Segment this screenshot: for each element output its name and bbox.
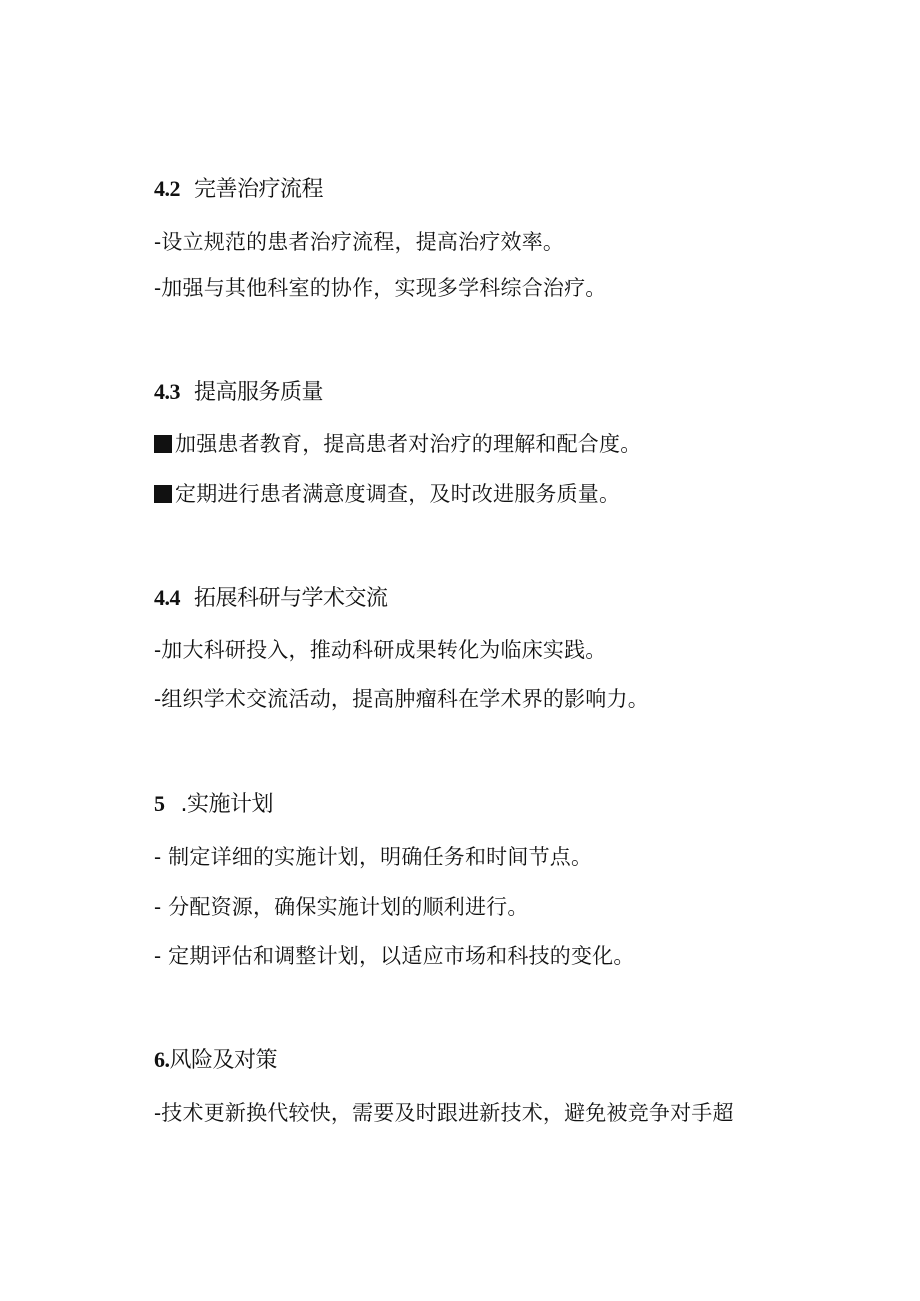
paragraph-line: -加强与其他科室的协作，实现多学科综合治疗。 [154, 276, 607, 300]
section-number: 4.2 [154, 176, 180, 201]
section-number: 4.3 [154, 379, 180, 404]
section-title: 拓展科研与学术交流 [194, 586, 388, 611]
paragraph-line: - 定期评估和调整计划，以适应市场和科技的变化。 [154, 944, 635, 968]
bullet-text: 定期进行患者满意度调查，及时改进服务质量。 [175, 482, 621, 506]
section-heading-4-3 [154, 378, 323, 407]
paragraph-line: - 制定详细的实施计划，明确任务和时间节点。 [154, 845, 593, 869]
square-bullet-icon [154, 435, 172, 453]
section-number: 6. [154, 1047, 170, 1072]
section-title: .实施计划 [180, 792, 273, 817]
paragraph-line: -技术更新换代较快，需要及时跟进新技术，避免被竞争对手超 [154, 1101, 734, 1125]
paragraph-line: -组织学术交流活动，提高肿瘤科在学术界的影响力。 [154, 687, 649, 711]
paragraph-line: - 分配资源，确保实施计划的顺利进行。 [154, 895, 529, 919]
paragraph-line: -加大科研投入，推动科研成果转化为临床实践。 [154, 638, 607, 662]
section-number: 5 [154, 791, 165, 816]
section-heading-6 [154, 1046, 277, 1075]
section-title: 风险及对策 [169, 1048, 278, 1073]
section-title: 完善治疗流程 [194, 177, 324, 202]
bullet-text: 加强患者教育，提高患者对治疗的理解和配合度。 [175, 432, 642, 456]
bullet-line [154, 430, 641, 458]
section-heading-5 [154, 790, 273, 819]
section-heading-4-4 [154, 584, 388, 613]
section-title: 提高服务质量 [194, 380, 324, 405]
section-number: 4.4 [154, 585, 180, 610]
paragraph-line: -设立规范的患者治疗流程，提高治疗效率。 [154, 230, 565, 254]
square-bullet-icon [154, 485, 172, 503]
bullet-line [154, 480, 620, 508]
section-heading-4-2 [154, 175, 323, 204]
